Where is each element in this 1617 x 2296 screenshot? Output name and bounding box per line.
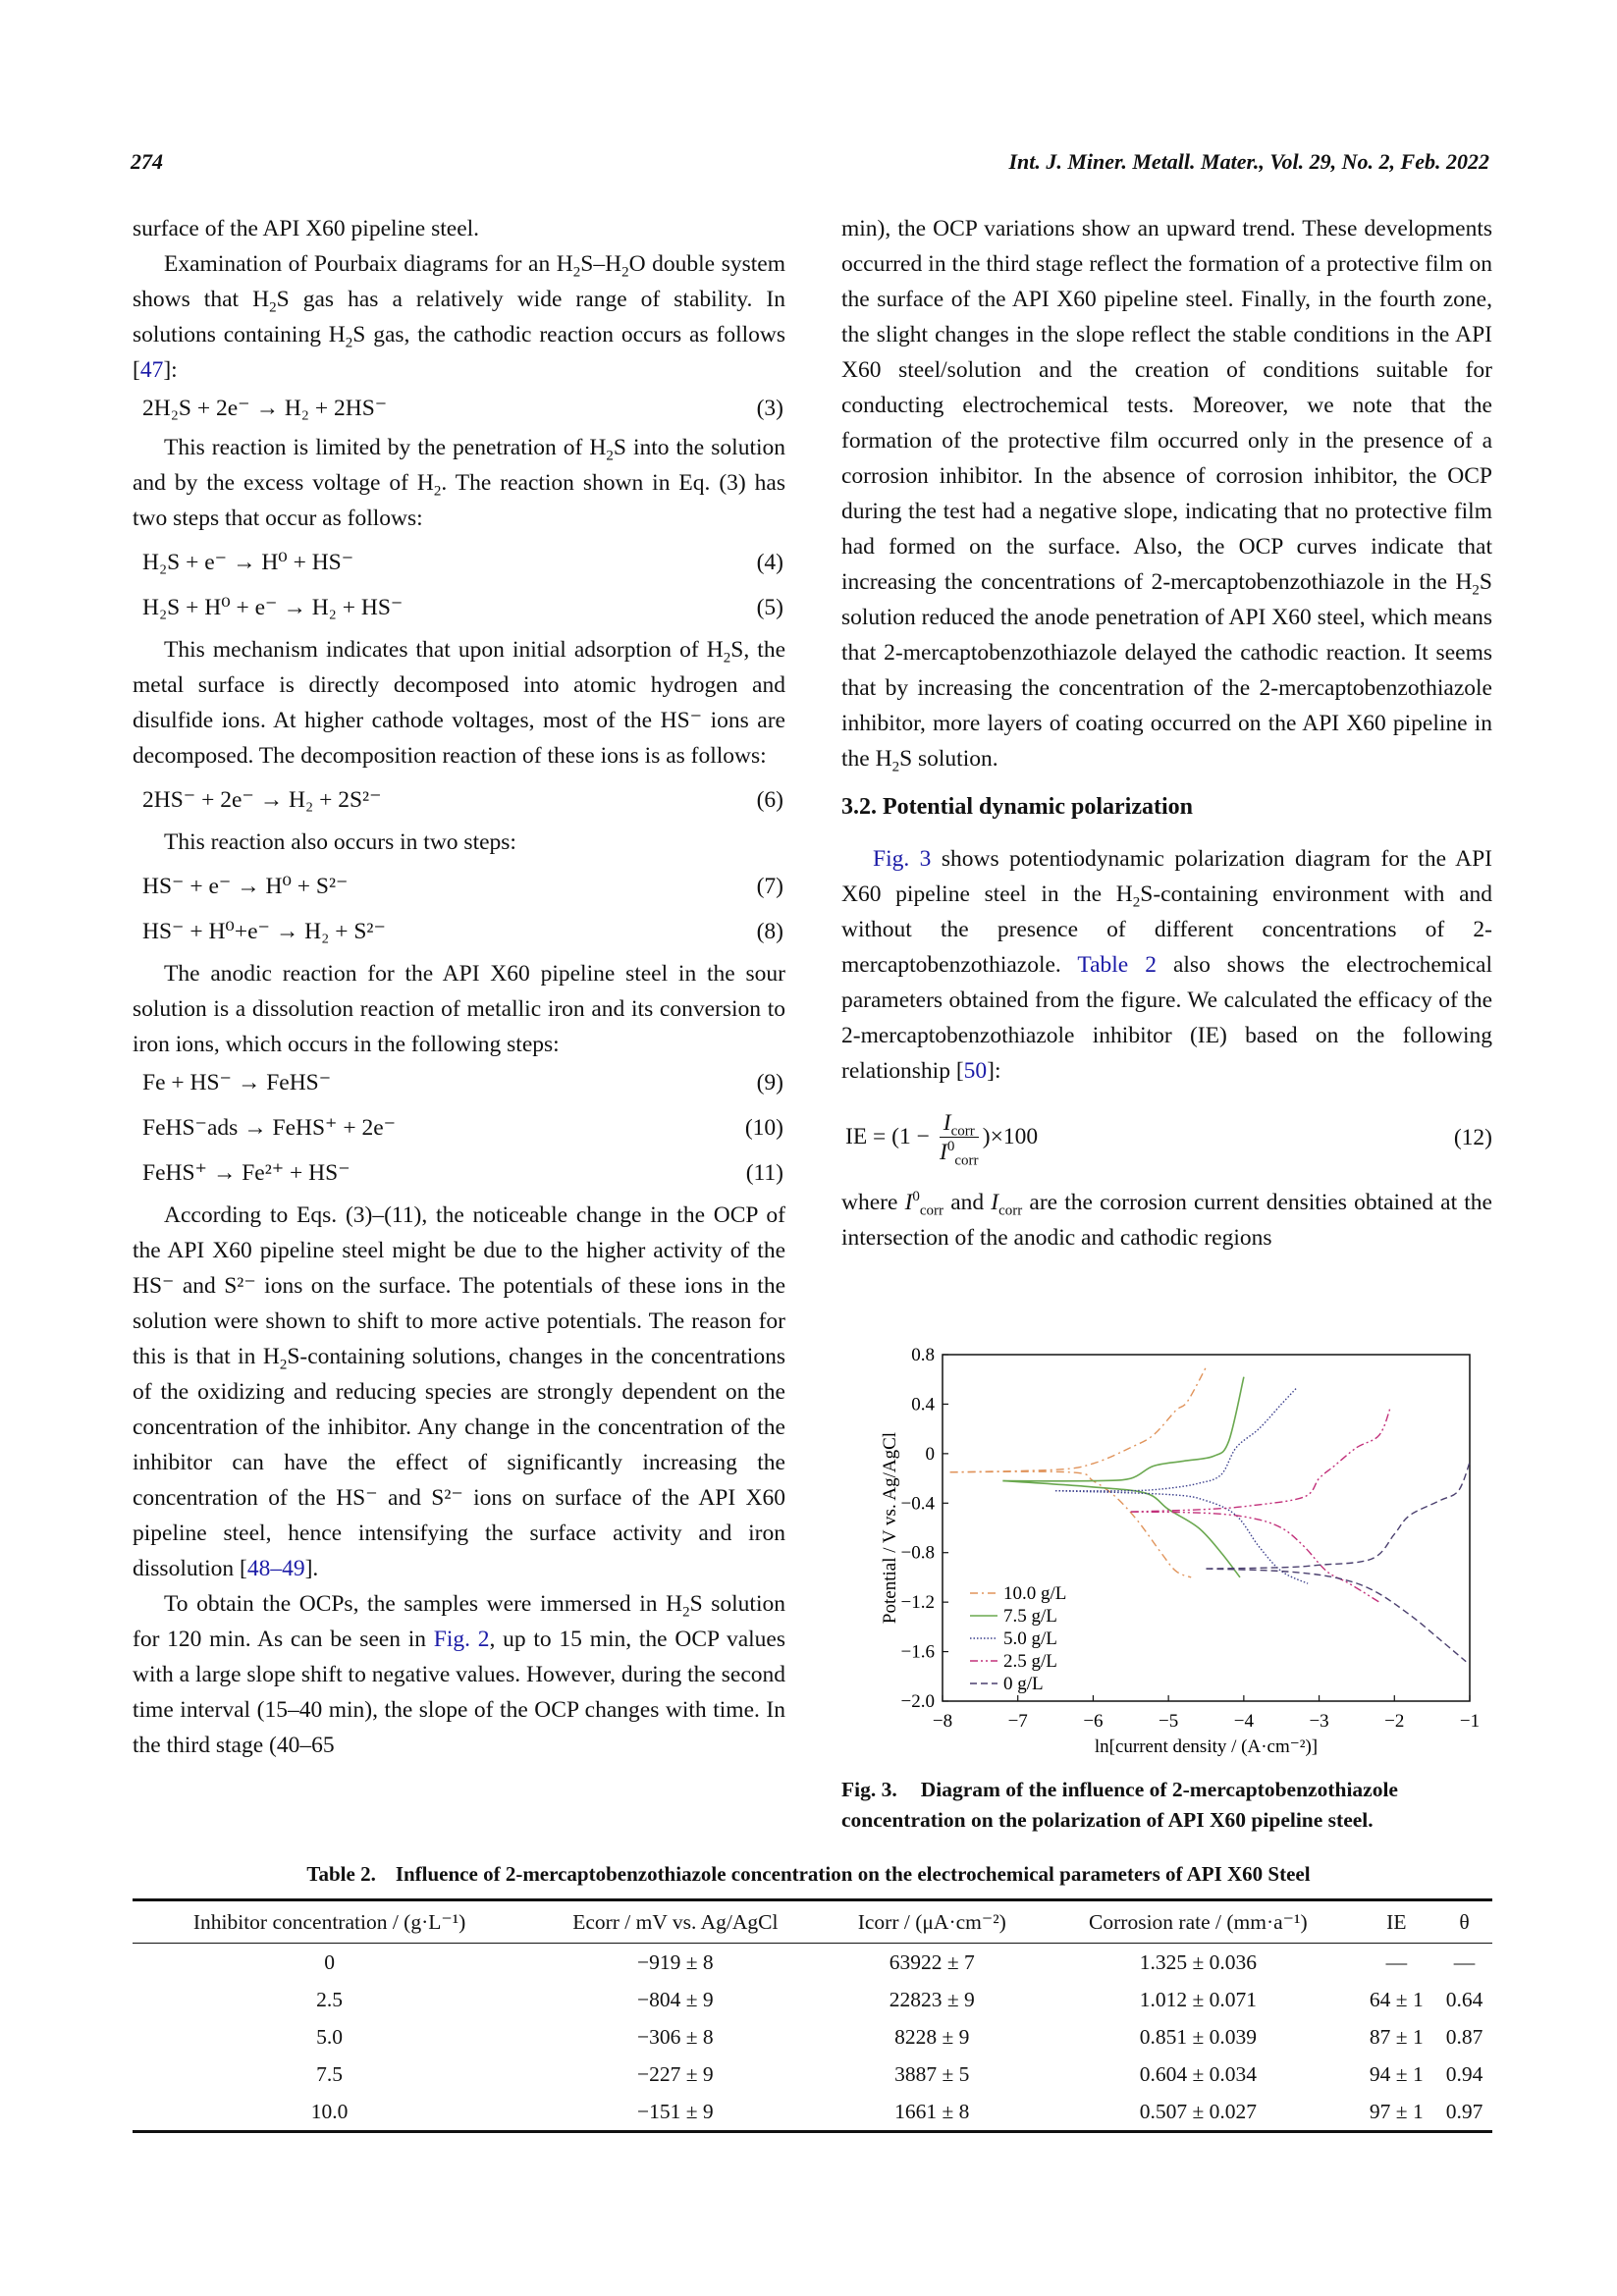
y-axis-label: Potential / V vs. Ag/AgCl — [880, 1431, 900, 1625]
paragraph: where $I^0_{corr}$ and $I_{corr}$ are the corrosion current densities obtained at the intersection of the anodic and cathodic regions — [841, 1189, 1492, 1251]
curve-anodic — [1131, 1407, 1391, 1512]
curve-anodic — [950, 1367, 1207, 1472]
equation-5: H₂S + H⁰ + e⁻ → H₂ + HS⁻ (5) — [142, 595, 783, 620]
curve-cathodic — [1207, 1569, 1467, 1662]
legend-label: 10.0 g/L — [1003, 1583, 1067, 1604]
paragraph: surface of the API X60 pipeline steel. — [133, 216, 480, 241]
header-corrosion-rate: Corrosion rate / (mm·a⁻¹) — [1040, 1900, 1356, 1944]
x-axis-label: ln[current density / (A·cm⁻²)] — [1094, 1736, 1319, 1757]
x-tick-label: −3 — [1309, 1711, 1329, 1732]
table-link[interactable]: Table 2 — [1077, 952, 1157, 978]
y-tick-label: −0.4 — [900, 1493, 935, 1515]
x-tick-label: −2 — [1384, 1711, 1405, 1732]
header-ie: IE — [1357, 1900, 1437, 1944]
paragraph: Fig. 3 shows potentiodynamic polarization diagram for the API X60 pipeline steel in the $H_2S$-containing environment with and without the presence of different concentrations of 2-mercaptobenzothiazole. Table 2 also shows the electrochemical parameters obtained from the figure. We calculated the efficacy of the 2-mercaptobenzothiazole inhibitor (IE) based on the following relationship [50]: — [841, 846, 1493, 1084]
figure-link[interactable]: Fig. 2 — [433, 1627, 490, 1652]
paragraph: This reaction is limited by the penetration of $H_2S$ into the solution and by the excess voltage of $H_2$. The reaction shown in Eq. (3) has two steps that occur as follows: — [133, 435, 786, 531]
x-tick-label: −7 — [1007, 1711, 1028, 1732]
figure-caption: Fig. 3. Diagram of the influence of 2-mercaptobenzothiazole concentration on the polarization of API X60 pipeline steel. — [841, 1778, 1398, 1832]
curve-cathodic — [1131, 1512, 1379, 1602]
equation-4: H₂S + e⁻ → H⁰ + HS⁻ (4) — [142, 550, 783, 575]
header-theta: θ — [1436, 1900, 1492, 1944]
paragraph: This mechanism indicates that upon initial adsorption of $H_2S$, the metal surface is directly decomposed into atomic hydrogen and disulfide ions. At higher cathode voltages, most of the HS⁻ ions are decomposed. The decomposition reaction of these ions is as follows: — [133, 637, 785, 769]
x-tick-label: −1 — [1459, 1711, 1481, 1732]
equation-9: Fe + HS⁻ → FeHS⁻ (9) — [142, 1070, 783, 1095]
legend-label: 7.5 g/L — [1003, 1606, 1057, 1627]
fraction: $\frac{I_{corr}}{I^0_{corr}}$ — [940, 1109, 979, 1169]
y-tick-label: 0 — [925, 1443, 935, 1465]
table-header-row — [133, 1900, 1492, 1944]
x-tick-label: −8 — [932, 1711, 953, 1732]
journal-citation: Int. J. Miner. Metall. Mater., Vol. 29, No. 2, Feb. 2022 — [1008, 149, 1489, 174]
paragraph: According to Eqs. (3)–(11), the noticeable change in the OCP of the API X60 pipeline steel might be due to the higher activity of the HS⁻ and S²⁻ ions on the surface. The potentials of these ions in the solution were shown to shift to more active potentials. The reason for this is that in $H_2S$-containing solutions, changes in the concentrations of the oxidizing and reducing species are strongly dependent on the concentration of the inhibitor. Any change in the concentration of the inhibitor can have the effect of significantly increasing the concentration of the HS⁻ and S²⁻ ions on surface of the API X60 pipeline steel, hence intensifying the surface activity and iron dissolution [48–49]. — [133, 1202, 785, 1581]
table-row: 7.5 −227 ± 9 3887 ± 5 0.604 ± 0.034 94 ± 1 0.94 — [316, 2061, 1483, 2086]
left-column — [133, 211, 785, 1763]
section-heading: 3.2. Potential dynamic polarization — [841, 794, 1193, 820]
electrochemical-parameters-table — [133, 1898, 1492, 2133]
legend-label: 0 g/L — [1003, 1674, 1044, 1694]
citation-link[interactable]: 48–49 — [246, 1556, 305, 1581]
curve-anodic — [1207, 1463, 1471, 1569]
paragraph: To obtain the OCPs, the samples were immersed in $H_2S$ solution for 120 min. As can be seen in Fig. 2, up to 15 min, the OCP values with a large slope shift to negative values. However, during the second time interval (15–40 min), the slope of the OCP changes with time. In the third stage (40–65 — [133, 1591, 785, 1758]
curve-anodic — [1055, 1388, 1297, 1491]
equation-3: 2H₂S + 2e⁻ → H₂ + 2HS⁻ (3) — [142, 396, 783, 421]
header-concentration: Inhibitor concentration / (g·L⁻¹) — [133, 1900, 526, 1944]
equation-11: FeHS⁺ → Fe²⁺ + HS⁻ (11) — [142, 1160, 783, 1186]
curve-anodic — [1002, 1377, 1244, 1481]
equation-12: IE = (1 − $\frac{I_{corr}}{I^0_{corr}}$ )×100 (12) — [845, 1109, 1492, 1169]
header-ecorr: Ecorr / mV vs. Ag/AgCl — [526, 1900, 824, 1944]
legend-label: 5.0 g/L — [1003, 1629, 1057, 1649]
paragraph: The anodic reaction for the API X60 pipeline steel in the sour solution is a dissolution reaction of metallic iron and its conversion to iron ions, which occurs in the following steps: — [133, 961, 785, 1057]
legend-label: 2.5 g/L — [1003, 1651, 1057, 1672]
equation-7: HS⁻ + e⁻ → H⁰ + S²⁻ (7) — [142, 874, 783, 899]
y-tick-label: −1.2 — [900, 1592, 935, 1614]
paragraph: min), the OCP variations show an upward trend. These developments occurred in the third stage reflect the formation of a protective film on the surface of the API X60 pipeline steel. Finally, in the fourth zone, the slight changes in the slope reflect the stable conditions in the API X60 steel/solution and the creation of conditions suitable for conducting electrochemical tests. Moreover, we note that the formation of the protective film occurred only in the presence of a corrosion inhibitor. In the absence of corrosion inhibitor, the OCP during the test had a negative slope, indicating that no protective film had formed on the surface. Also, the OCP curves indicate that increasing the concentrations of 2-mercaptobenzothiazole in the $H_2S$ solution reduced the anode penetration of API X60 steel, which means that 2-mercaptobenzothiazole delayed the cathodic reaction. It seems that by increasing the concentration of the 2-mercaptobenzothiazole inhibitor, more layers of coating occurred on the API X60 pipeline in the $H_2S$ solution. — [841, 216, 1492, 775]
citation-link[interactable]: 50 — [963, 1058, 988, 1084]
y-tick-label: −2.0 — [900, 1691, 935, 1712]
polarization-chart — [864, 1340, 1512, 1772]
x-tick-label: −4 — [1233, 1711, 1254, 1732]
figure-link[interactable]: Fig. 3 — [873, 846, 932, 872]
y-tick-label: −1.6 — [900, 1641, 935, 1663]
y-tick-label: 0.4 — [911, 1394, 935, 1415]
equation-8: HS⁻ + H⁰+e⁻ → H₂ + S²⁻ (8) — [142, 919, 783, 944]
curve-cathodic — [1002, 1481, 1240, 1577]
x-tick-label: −6 — [1083, 1711, 1104, 1732]
paragraph: This reaction also occurs in two steps: — [164, 829, 516, 855]
chart-canvas — [864, 1340, 1512, 1772]
curve-cathodic — [950, 1471, 1191, 1577]
y-tick-label: 0.8 — [911, 1345, 935, 1365]
table-row: 5.0 −306 ± 8 8228 ± 9 0.851 ± 0.039 87 ± 1 0.87 — [316, 2024, 1483, 2049]
y-tick-label: −0.8 — [900, 1542, 935, 1564]
equation-10: FeHS⁻ads → FeHS⁺ + 2e⁻ (10) — [142, 1115, 783, 1141]
x-tick-label: −5 — [1159, 1711, 1179, 1732]
citation-link[interactable]: 47 — [139, 357, 164, 383]
table-title: Table 2. Influence of 2-mercaptobenzothiazole concentration on the electrochemical parameters of API X60 Steel — [306, 1862, 1311, 1886]
table-row: 2.5 −804 ± 9 22823 ± 9 1.012 ± 0.071 64 ± 1 0.64 — [316, 1987, 1483, 2011]
header-icorr: Icorr / (μA·cm⁻²) — [824, 1900, 1040, 1944]
equation-6: 2HS⁻ + 2e⁻ → H₂ + 2S²⁻ (6) — [142, 787, 783, 813]
paragraph: Examination of Pourbaix diagrams for an $H_2S-H_2O$ double system shows that $H_2S$ gas has a relatively wide range of stability. In solutions containing $H_2S$ gas, the cathodic reaction occurs as follows [47]: — [133, 251, 785, 383]
plot-frame — [943, 1355, 1470, 1701]
page-number: 274 — [131, 149, 163, 174]
table-row: 0 −919 ± 8 63922 ± 7 1.325 ± 0.036 — — — [324, 1949, 1476, 1974]
table-row: 10.0 −151 ± 9 1661 ± 8 0.507 ± 0.027 97 ± 1 0.97 — [133, 2093, 1492, 2132]
curve-cathodic — [1055, 1491, 1308, 1584]
right-column — [841, 211, 1492, 1255]
